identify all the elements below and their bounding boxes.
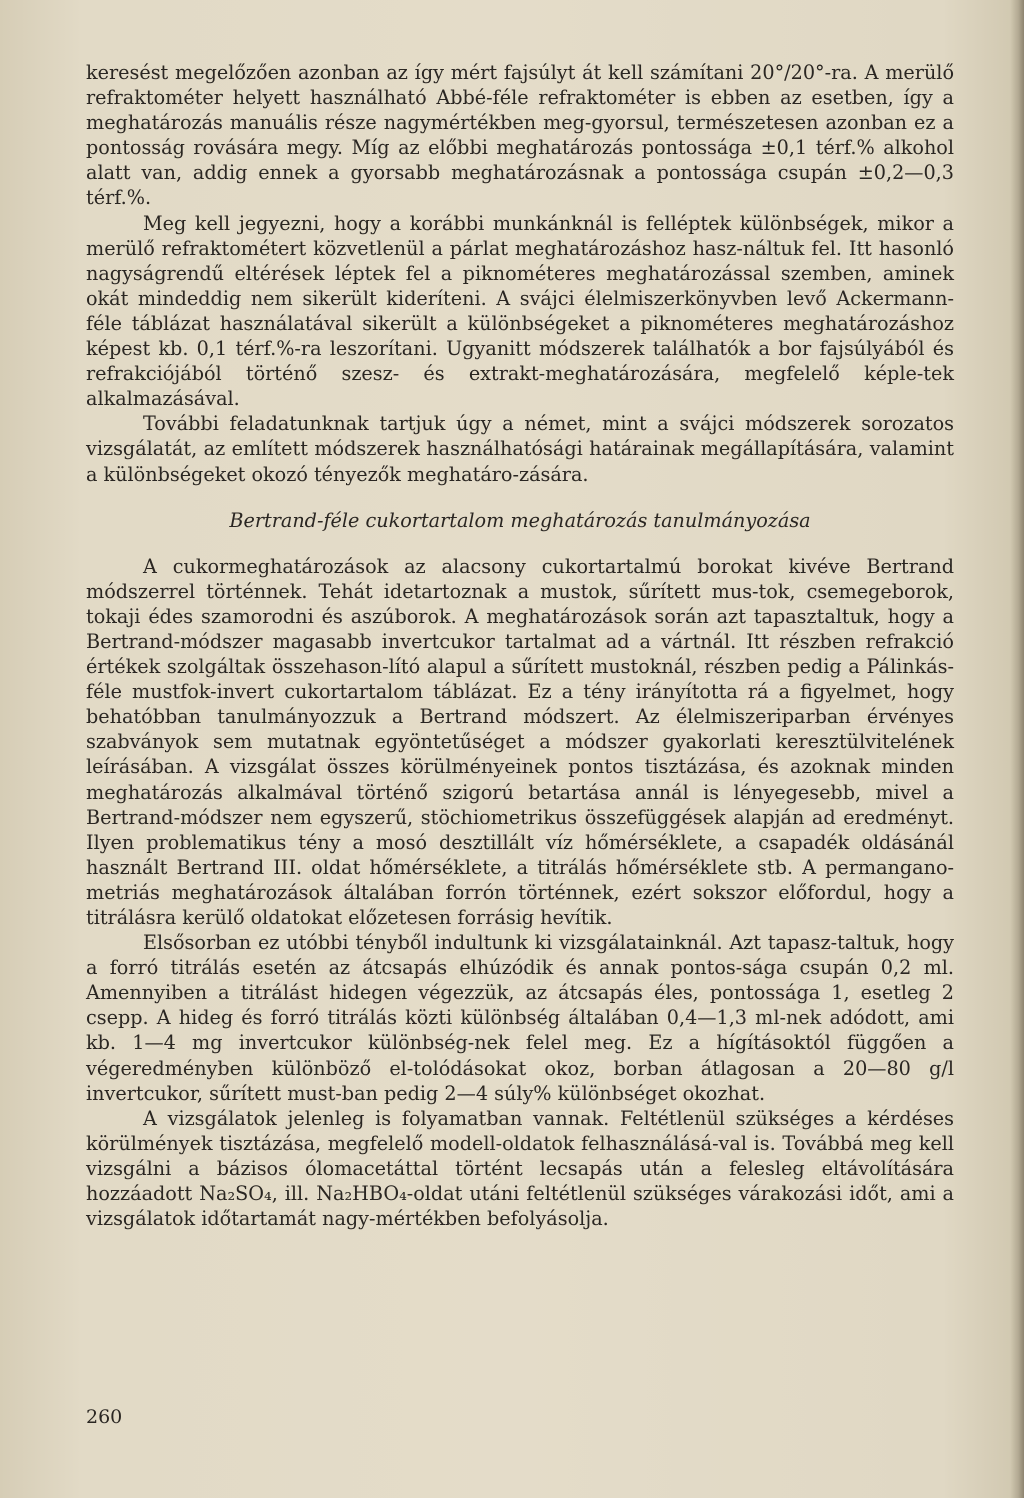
body-text	[86, 60, 954, 1231]
paragraph-6: A vizsgálatok jelenleg is folyamatban vannak. Feltétlenül szükséges a kérdéses körülmények tisztázása, megfelelő modell-oldatok felhasználásá-val is. Továbbá meg kell vizsgálni a bázisos ólomacetáttal történt lecsapás után a felesleg eltávolítására hozzáadott Na₂SO₄, ill. Na₂HBO₄-oldat utáni feltétlenül szükséges várakozási időt, ami a vizsgálatok időtartamát nagy-mértékben befolyásolja.	[86, 1106, 954, 1231]
paragraph-4: A cukormeghatározások az alacsony cukortartalmú borokat kivéve Bertrand módszerrel történnek. Tehát idetartoznak a mustok, sűrített mus-tok, csemegeborok, tokaji édes szamorodni és aszúborok. A meghatározások során azt tapasztaltuk, hogy a Bertrand-módszer magasabb invertcukor tartalmat ad a vártnál. Itt részben refrakció értékek szolgáltak összehason-lító alapul a sűrített mustoknál, részben pedig a Pálinkás-féle mustfok-invert cukortartalom táblázat. Ez a tény irányította rá a figyelmet, hogy behatóbban tanulmányozzuk a Bertrand módszert. Az élelmiszeriparban érvényes szabványok sem mutatnak egyöntetűséget a módszer gyakorlati keresztülvitelének leírásában. A vizsgálat összes körülményeinek pontos tisztázása, és azoknak minden meghatározás alkalmával történő szigorú betartása annál is lényegesebb, mivel a Bertrand-módszer nem egyszerű, stöchiometrikus összefüggések alapján ad eredményt. Ilyen problematikus tény a mosó desztillált víz hőmérséklete, a csapadék oldásánál használt Bertrand III. oldat hőmérséklete, a titrálás hőmérséklete stb. A permangano-metriás meghatározások általában forrón történnek, ezért sokszor előfordul, hogy a titrálásra kerülő oldatokat előzetesen forrásig hevítik.	[86, 554, 954, 929]
paragraph-1: keresést megelőzően azonban az így mért fajsúlyt át kell számítani 20°/20°-ra. A merülő refraktométer helyett használható Abbé-féle refraktométer is ebben az esetben, így a meghatározás manuális része nagymértékben meg-gyorsul, természetesen azonban ez a pontosság rovására megy. Míg az előbbi meghatározás pontossága ±0,1 térf.% alkohol alatt van, addig ennek a gyorsabb meghatározásnak a pontossága csupán ±0,2—0,3 térf.%.	[86, 61, 954, 210]
paragraph-5: Elsősorban ez utóbbi tényből indultunk ki vizsgálatainknál. Azt tapasz-taltuk, hogy a forró titrálás esetén az átcsapás elhúzódik és annak pontos-sága csupán 0,2 ml. Amennyiben a titrálást hidegen végezzük, az átcsapás éles, pontossága 1, esetleg 2 csepp. A hideg és forró titrálás közti különbség általában 0,4—1,3 ml-nek adódott, ami kb. 1—4 mg invertcukor különbség-nek felel meg. Ez a hígításoktól függően a végeredményben különböző el-tolódásokat okoz, borban átlagosan a 20—80 g/l invertcukor, sűrített must-ban pedig 2—4 súly% különbséget okozhat.	[86, 931, 954, 1105]
page-edge-shadow	[1010, 0, 1024, 1498]
paragraph-3: További feladatunknak tartjuk úgy a német, mint a svájci módszerek sorozatos vizsgálatát, az említett módszerek használhatósági határainak megállapítására, valamint a különbségeket okozó tényezők meghatáro-zására.	[86, 412, 954, 486]
page-number: 260	[86, 1406, 123, 1428]
section-heading: Bertrand-féle cukortartalom meghatározás tanulmányozása	[229, 508, 811, 532]
paragraph-2: Meg kell jegyezni, hogy a korábbi munkánknál is felléptek különbségek, mikor a merülő refraktométert közvetlenül a párlat meghatározáshoz hasz-náltuk fel. Itt hasonló nagyságrendű eltérések léptek fel a piknométeres meghatározással szemben, aminek okát mindeddig nem sikerült kideríteni. A svájci élelmiszerkönyvben levő Ackermann-féle táblázat használatával sikerült a különbségeket a piknométeres meghatározáshoz képest kb. 0,1 térf.%-ra leszorítani. Ugyanitt módszerek találhatók a bor fajsúlyából és refrakciójából történő szesz- és extrakt-meghatározására, megfelelő képle-tek alkalmazásával.	[86, 211, 954, 411]
